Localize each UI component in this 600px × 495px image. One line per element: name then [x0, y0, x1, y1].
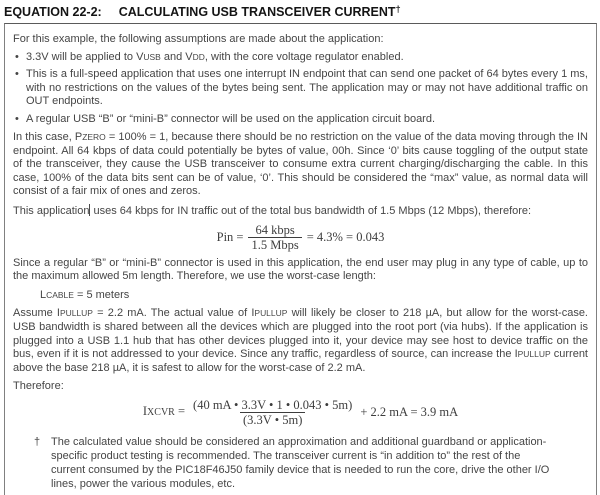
paragraph-cable: Since a regular “B” or “mini-B” connector is used in this application, the end user may plug in any type of cable, up to the maximum allowed 5m length. Therefore, we use the worst-case length: [13, 256, 588, 283]
paragraph-ipullup [13, 307, 588, 375]
list-item-text [26, 51, 404, 63]
equation-number: EQUATION 22-2: [4, 5, 102, 19]
text-run: = 2.2 mA. The actual value of I [92, 307, 255, 320]
text-run: = [174, 404, 186, 419]
equation-lhs [143, 404, 185, 420]
text-run: I [142, 404, 148, 419]
smallcaps-text: PULLUP [254, 308, 288, 319]
therefore-line: Therefore: [13, 379, 64, 392]
equation-title [4, 4, 597, 19]
list-item-endpoint [15, 68, 588, 109]
list-item-text: This is a full-speed application that uses one interrupt IN endpoint that can send one packet of 64 bytes every 1 ms, with no restrictions on the values of the bytes being sent. The application may or may not have additional traffic on OUT endpoints. [26, 68, 588, 108]
fraction-denominator: (3.3V • 5m) [240, 412, 305, 427]
fraction-numerator: (40 mA • 3.3V • 1 • 0.043 • 5m) [193, 397, 353, 412]
bullet-marker: • [15, 68, 19, 81]
paragraph-pzero [13, 131, 588, 199]
smallcaps-text: PULLUP [517, 349, 551, 360]
fraction [248, 223, 301, 252]
text-run: Assume I [13, 307, 60, 320]
text-run: current above the base 218 µA, it is safest to allow for the worst-case of 2.2 mA. [13, 348, 588, 374]
equation-lhs: Pin = [216, 230, 244, 245]
text-run: will likely be closer to 218 µA, but allow for the worst-case. USB bandwidth is shared between all the devices which are plugged into the root port (via hubs). If the application is plugged into a USB 1.1 hub that has other devices plugged into it, your device may see host to device traffic on the bus, even if it is not addressed to your device. Since any traffic, regardless of source, can increase the I [13, 307, 588, 361]
text-run: In this case, P [13, 131, 83, 144]
text-run: = 100% = 1, because there should be no restriction on the value of the data moving through the IN endpoint. All 64 kbps of data could potentially be bytes of value, 00h. Since ‘0’ bits cause toggling of the output state of the transceiver, they cause the USB transceiver to consume extra current charging/discharging the cable. In this case, 100% of the data bits sent can be of value, ‘0’. This should be considered the “max” value, as normal data will consist of a fair mix of ones and zeros. [13, 131, 588, 198]
text-run: This application [13, 204, 90, 217]
paragraph-bandwidth [13, 204, 588, 219]
list-item-voltage [15, 51, 588, 65]
smallcaps-text: XCVR [147, 407, 175, 419]
equation-rhs: = 4.3% = 0.043 [306, 230, 385, 245]
text-run: uses 64 kbps for IN traffic out of the total bus bandwidth of 1.5 Mbps (12 Mbps), therefore: [90, 204, 532, 217]
fraction-denominator: 1.5 Mbps [248, 237, 301, 252]
text-run: = 5 meters [73, 288, 130, 301]
footnote [13, 435, 588, 491]
equation-box [4, 23, 597, 495]
text-run: 3.3V will be applied to V [26, 50, 144, 63]
fraction [190, 398, 355, 427]
intro-paragraph: For this example, the following assumptions are made about the application: [13, 32, 384, 45]
smallcaps-text: DD [192, 51, 205, 62]
assumption-list [13, 51, 588, 127]
dagger-superscript: † [395, 4, 401, 14]
smallcaps-text: CABLE [46, 289, 74, 300]
footnote-dagger: † [34, 435, 41, 448]
bullet-marker: • [15, 50, 19, 63]
text-run: , with the core voltage regulator enabled. [204, 50, 404, 63]
text-run: L [40, 288, 47, 301]
smallcaps-text: ZERO [82, 132, 106, 143]
footnote-text: The calculated value should be considered an approximation and additional guardband or application-specific product testing is recommended. The transceiver current is “in addition to” the rest of the current consumed by the PIC18F46J50 family device that is needed to run the core, drive the other I/O lines, power the various modules, etc. [51, 435, 550, 490]
equation-rhs: + 2.2 mA = 3.9 mA [360, 405, 459, 420]
list-item-connector [15, 113, 588, 127]
smallcaps-text: USB [143, 51, 161, 62]
lcable-line [40, 289, 588, 303]
equation-ixcvr [13, 398, 588, 427]
smallcaps-text: PULLUP [60, 308, 93, 319]
equation-title-text: CALCULATING USB TRANSCEIVER CURRENT [118, 5, 396, 19]
equation-pin [13, 223, 588, 252]
text-run: and V [160, 50, 193, 63]
fraction-numerator: 64 kbps [255, 222, 295, 237]
bullet-marker: • [15, 112, 19, 125]
list-item-text: A regular USB “B” or “mini-B” connector will be used on the application circuit board. [26, 112, 436, 125]
